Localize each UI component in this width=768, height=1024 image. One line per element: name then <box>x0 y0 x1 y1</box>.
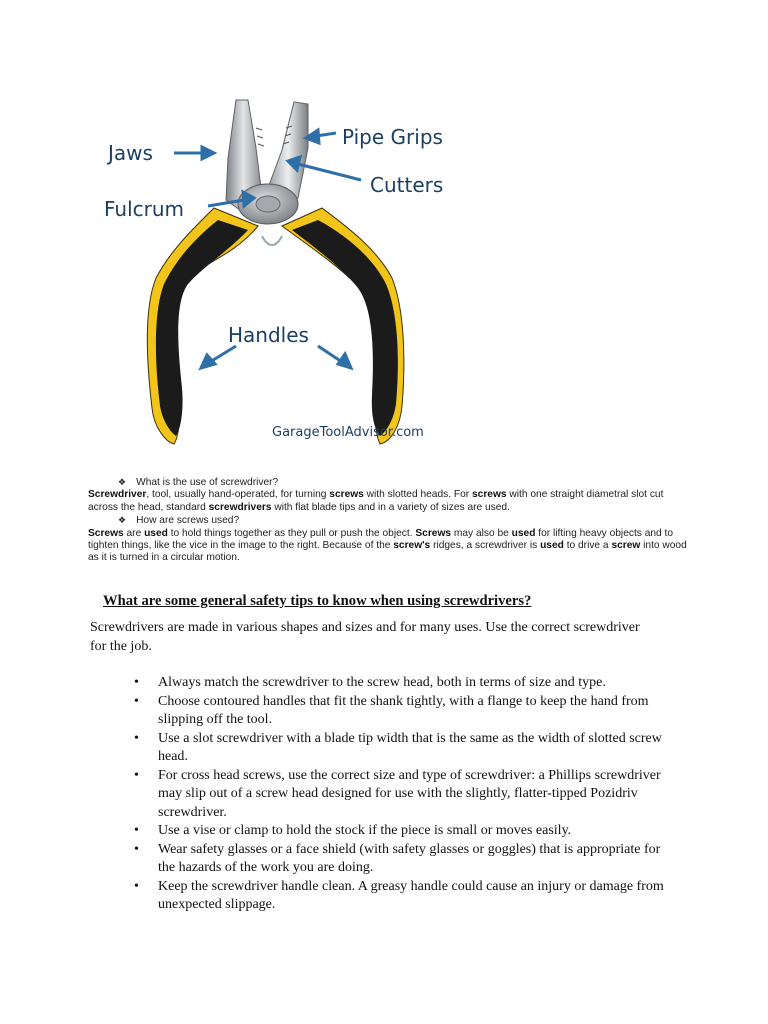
bold-term: screws <box>472 489 507 501</box>
safety-intro: Screwdrivers are made in various shapes and sizes and for many uses. Use the correct screwdriver for the job. <box>90 620 640 654</box>
bullet-icon: • <box>134 693 139 709</box>
question-1 <box>88 476 688 489</box>
spring <box>262 236 282 245</box>
answer-1: Screwdriver, tool, usually hand-operated, for turning screws with slotted heads. For screws with one straight diametral slot cut across the head, standard screwdrivers with flat blade tips and in a variety of sizes are used. <box>88 489 664 513</box>
bullet-icon: • <box>134 841 139 857</box>
safety-tip <box>134 674 674 693</box>
safety-tip-text: Use a vise or clamp to hold the stock if the piece is small or moves easily. <box>158 823 572 838</box>
safety-tip-text: Always match the screwdriver to the screw head, both in terms of size and type. <box>158 675 606 690</box>
bold-term: screws <box>329 489 364 501</box>
qa-section <box>88 476 688 565</box>
label-handles: Handles <box>228 323 309 347</box>
safety-heading: What are some general safety tips to know when using screwdrivers? <box>103 593 532 609</box>
safety-tip <box>134 841 674 878</box>
watermark: GarageToolAdvisor.com <box>272 425 424 440</box>
safety-tip <box>134 693 674 730</box>
bold-term: screwdrivers <box>208 501 272 513</box>
bold-term: Screws <box>88 527 124 539</box>
safety-tip-text: Choose contoured handles that fit the shank tightly, with a flange to keep the hand from slipping off the tool. <box>158 693 649 727</box>
bold-term: used <box>540 540 564 552</box>
safety-tip <box>134 878 674 915</box>
safety-tip-text: Wear safety glasses or a face shield (with safety glasses or goggles) that is appropriate for the hazards of the work you are doing. <box>158 841 661 875</box>
answer-2: Screws are used to hold things together as they pull or push the object. Screws may also be used for lifting heavy objects and to tighten things, like the vice in the image to the right. Because of the screw's ridges, a screwdriver is used to drive a screw into wood as it is turned in a circular motion. <box>88 527 687 564</box>
question-text: How are screws used? <box>136 515 240 527</box>
safety-tip <box>134 822 674 841</box>
bold-term: Screwdriver <box>88 489 147 501</box>
question-text: What is the use of screwdriver? <box>136 477 279 488</box>
diamond-bullet-icon: ❖ <box>118 515 127 526</box>
safety-tip-text: Keep the screwdriver handle clean. A greasy handle could cause an injury or damage from unexpected slippage. <box>158 878 664 912</box>
bullet-icon: • <box>134 767 139 783</box>
label-cutters: Cutters <box>370 173 444 197</box>
bold-term: screw's <box>393 540 431 552</box>
bold-term: Screws <box>415 527 452 539</box>
safety-tip <box>134 767 674 823</box>
label-pipe-grips: Pipe Grips <box>342 125 443 149</box>
diamond-bullet-icon: ❖ <box>118 477 127 487</box>
label-fulcrum: Fulcrum <box>104 197 185 221</box>
bullet-icon: • <box>134 730 139 746</box>
question-2 <box>88 514 688 527</box>
bullet-icon: • <box>134 823 139 838</box>
safety-tip-text: Use a slot screwdriver with a blade tip width that is the same as the width of slotted screw head. <box>158 730 662 764</box>
bold-term: used <box>144 527 168 539</box>
safety-tips-list <box>134 674 674 915</box>
safety-tip <box>134 730 674 767</box>
bold-term: used <box>511 527 536 539</box>
bullet-icon: • <box>134 675 139 690</box>
safety-tip-text: For cross head screws, use the correct size and type of screwdriver: a Phillips screwdriver may slip out of a screw head designed for use with the slightly, flatter-tipped Pozidriv screwdriver. <box>158 767 661 820</box>
bullet-icon: • <box>134 878 139 894</box>
pliers-illustration <box>86 88 466 448</box>
pliers-diagram <box>86 88 466 448</box>
bold-term: screw <box>611 540 641 552</box>
label-jaws: Jaws <box>108 141 153 165</box>
